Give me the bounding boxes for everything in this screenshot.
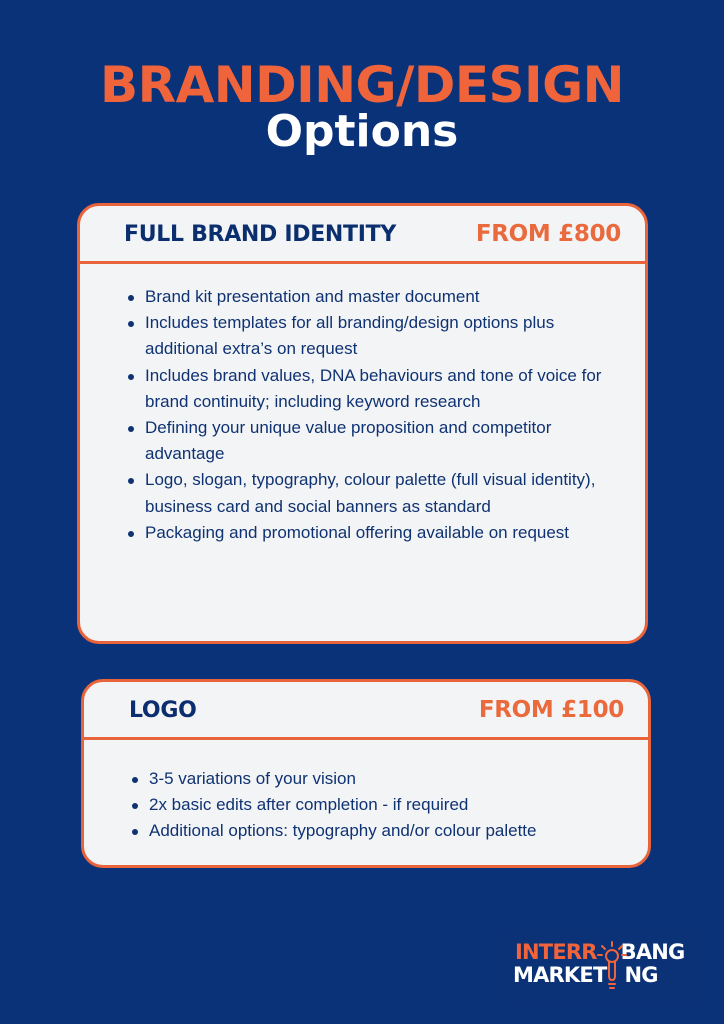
card-header <box>80 206 645 264</box>
bullet-item: Additional options: typography and/or colour palette <box>130 818 630 844</box>
card-full-brand-identity <box>77 203 648 644</box>
logo-text-part: NG <box>624 963 658 987</box>
bullet-item: 2x basic edits after completion - if required <box>130 792 630 818</box>
card-header <box>84 682 648 740</box>
logo-text-part: BANG <box>620 940 685 964</box>
interrobang-lightbulb-icon <box>597 940 627 992</box>
bullet-item: Logo, slogan, typography, colour palette (full visual identity), business card and social banners as standard <box>126 467 606 519</box>
bullet-item: Defining your unique value proposition and competitor advantage <box>126 415 606 467</box>
page-title: BRANDING/DESIGN <box>99 56 625 114</box>
company-logo <box>503 930 703 1002</box>
page-subtitle: Options <box>265 106 459 157</box>
bullet-item: Includes brand values, DNA behaviours and tone of voice for brand continuity; including keyword research <box>126 363 606 415</box>
bullet-list <box>130 766 630 845</box>
bullet-item: Brand kit presentation and master document <box>126 284 606 310</box>
bullet-list <box>126 284 606 546</box>
logo-line-2 <box>513 963 658 987</box>
card-price: FROM £800 <box>475 221 621 247</box>
card-logo <box>81 679 651 868</box>
card-title: FULL BRAND IDENTITY <box>124 222 396 247</box>
card-price: FROM £100 <box>478 697 624 723</box>
logo-text-part: INTERR <box>515 940 597 964</box>
bullet-item: Includes templates for all branding/design options plus additional extra’s on request <box>126 310 606 362</box>
bullet-item: 3-5 variations of your vision <box>130 766 630 792</box>
bullet-item: Packaging and promotional offering available on request <box>126 520 606 546</box>
card-title: LOGO <box>129 698 197 723</box>
logo-text-part: MARKET <box>513 963 607 987</box>
